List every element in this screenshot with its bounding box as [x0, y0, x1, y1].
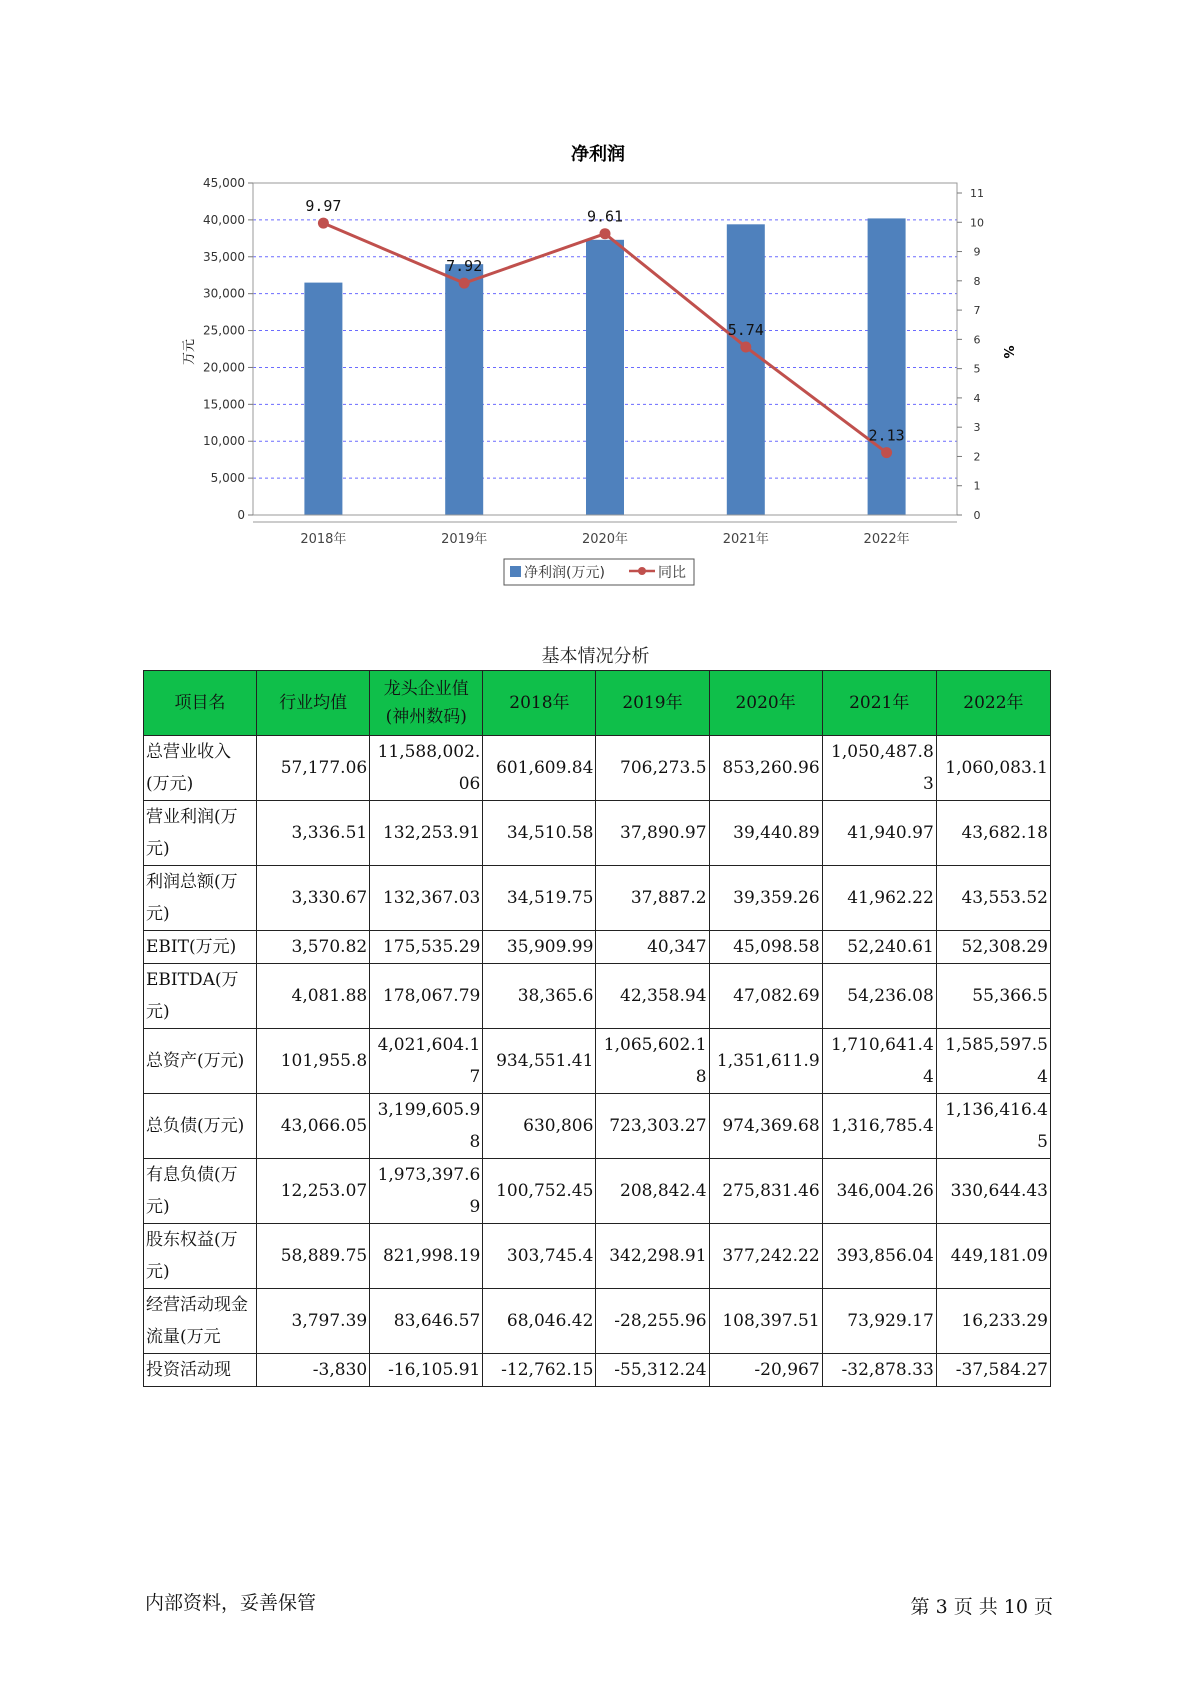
table-row	[144, 1094, 1051, 1159]
table-row	[144, 866, 1051, 931]
value-cell: 41,940.97	[822, 801, 936, 866]
value-cell: 100,752.45	[483, 1159, 596, 1224]
value-cell: 54,236.08	[822, 964, 936, 1029]
table-row	[144, 1029, 1051, 1094]
value-cell: 974,369.68	[709, 1094, 822, 1159]
y-left-tick-label: 30,000	[203, 286, 245, 301]
value-cell: 601,609.84	[483, 736, 596, 801]
table-row	[144, 1159, 1051, 1224]
yoy-point	[318, 218, 329, 229]
value-cell: -37,584.27	[936, 1354, 1050, 1387]
value-cell: 101,955.8	[257, 1029, 370, 1094]
value-cell: 47,082.69	[709, 964, 822, 1029]
value-cell: -3,830	[257, 1354, 370, 1387]
y-right-tick-label: 3	[973, 421, 981, 435]
table-row	[144, 1354, 1051, 1387]
value-cell: 393,856.04	[822, 1224, 936, 1289]
value-cell: 1,136,416.45	[936, 1094, 1050, 1159]
value-cell: 3,797.39	[257, 1289, 370, 1354]
value-cell: 41,962.22	[822, 866, 936, 931]
legend-line-label: 同比	[658, 565, 686, 581]
value-cell: 3,336.51	[257, 801, 370, 866]
value-cell: 43,682.18	[936, 801, 1050, 866]
value-cell: 108,397.51	[709, 1289, 822, 1354]
x-tick-label: 2019年	[441, 532, 488, 547]
value-cell: 1,585,597.54	[936, 1029, 1050, 1094]
yoy-data-label: 7.92	[446, 257, 483, 276]
basic-analysis-table	[143, 670, 1051, 1387]
value-cell: 1,050,487.83	[822, 736, 936, 801]
value-cell: 83,646.57	[370, 1289, 483, 1354]
y-right-tick-label: 11	[970, 187, 984, 200]
bar	[445, 264, 483, 515]
table-header-cell: 2020年	[709, 671, 822, 736]
value-cell: 52,308.29	[936, 931, 1050, 964]
value-cell: -12,762.15	[483, 1354, 596, 1387]
value-cell: 38,365.6	[483, 964, 596, 1029]
value-cell: 1,973,397.69	[370, 1159, 483, 1224]
table-header-cell: 2021年	[822, 671, 936, 736]
y-right-tick-label: 9	[973, 245, 981, 259]
x-tick-label: 2020年	[581, 532, 629, 547]
value-cell: 821,998.19	[370, 1224, 483, 1289]
row-label-cell: 总资产(万元)	[144, 1029, 257, 1094]
value-cell: 208,842.4	[596, 1159, 709, 1224]
table-header-cell: 龙头企业值(神州数码)	[370, 671, 483, 736]
value-cell: 68,046.42	[483, 1289, 596, 1354]
value-cell: 34,519.75	[483, 866, 596, 931]
value-cell: 303,745.4	[483, 1224, 596, 1289]
legend-bar-label: 净利润(万元)	[524, 565, 605, 581]
legend-bar-swatch	[510, 566, 521, 577]
value-cell: 35,909.99	[483, 931, 596, 964]
value-cell: 3,199,605.98	[370, 1094, 483, 1159]
row-label-cell: EBITDA(万元)	[144, 964, 257, 1029]
value-cell: 1,065,602.18	[596, 1029, 709, 1094]
value-cell: 132,367.03	[370, 866, 483, 931]
value-cell: 853,260.96	[709, 736, 822, 801]
table-header-cell: 行业均值	[257, 671, 370, 736]
value-cell: 346,004.26	[822, 1159, 936, 1224]
yoy-point	[459, 278, 470, 289]
value-cell: -55,312.24	[596, 1354, 709, 1387]
y-right-tick-label: 8	[973, 274, 981, 288]
yoy-point	[881, 447, 892, 458]
value-cell: 175,535.29	[370, 931, 483, 964]
value-cell: 37,887.2	[596, 866, 709, 931]
value-cell: 706,273.5	[596, 736, 709, 801]
value-cell: 377,242.22	[709, 1224, 822, 1289]
table-row	[144, 931, 1051, 964]
value-cell: 3,330.67	[257, 866, 370, 931]
y-right-tick-label: 5	[973, 362, 981, 376]
chart-title: 净利润	[571, 144, 625, 165]
yoy-data-label: 9.61	[586, 207, 624, 226]
table-header-cell: 2019年	[596, 671, 709, 736]
value-cell: 55,366.5	[936, 964, 1050, 1029]
net-profit-chart	[0, 0, 1191, 600]
table-header-cell: 2018年	[483, 671, 596, 736]
y-right-tick-label: 4	[973, 391, 981, 405]
value-cell: 723,303.27	[596, 1094, 709, 1159]
table-row	[144, 801, 1051, 866]
value-cell: 42,358.94	[596, 964, 709, 1029]
table-header-cell: 2022年	[936, 671, 1050, 736]
value-cell: 1,710,641.44	[822, 1029, 936, 1094]
y-right-tick-label: 10	[970, 216, 984, 230]
y-left-tick-label: 0	[237, 508, 245, 522]
table-row	[144, 964, 1051, 1029]
y-right-tick-label: 7	[973, 304, 981, 318]
value-cell: 58,889.75	[257, 1224, 370, 1289]
bar	[868, 218, 906, 515]
yoy-point	[600, 228, 611, 239]
table-row	[144, 736, 1051, 801]
row-label-cell: 股东权益(万元)	[144, 1224, 257, 1289]
yoy-point	[740, 341, 751, 352]
row-label-cell: 投资活动现	[144, 1354, 257, 1387]
value-cell: 275,831.46	[709, 1159, 822, 1224]
chart-legend	[504, 559, 694, 585]
yoy-data-label: 9.97	[305, 197, 342, 216]
row-label-cell: 利润总额(万元)	[144, 866, 257, 931]
value-cell: 52,240.61	[822, 931, 936, 964]
value-cell: 1,316,785.4	[822, 1094, 936, 1159]
bar-series	[304, 218, 905, 515]
value-cell: 73,929.17	[822, 1289, 936, 1354]
row-label-cell: 总营业收入(万元)	[144, 736, 257, 801]
row-label-cell: 营业利润(万元)	[144, 801, 257, 866]
value-cell: 449,181.09	[936, 1224, 1050, 1289]
value-cell: -16,105.91	[370, 1354, 483, 1387]
value-cell: -32,878.33	[822, 1354, 936, 1387]
y-left-tick-label: 40,000	[203, 212, 245, 227]
value-cell: -20,967	[709, 1354, 822, 1387]
yoy-data-label: 2.13	[868, 426, 905, 445]
y-right-tick-label: 0	[973, 509, 981, 522]
value-cell: 16,233.29	[936, 1289, 1050, 1354]
row-label-cell: 经营活动现金流量(万元	[144, 1289, 257, 1354]
y-left-tick-label: 5,000	[210, 471, 245, 486]
value-cell: 43,553.52	[936, 866, 1050, 931]
value-cell: 4,021,604.17	[370, 1029, 483, 1094]
value-cell: 342,298.91	[596, 1224, 709, 1289]
bar	[727, 224, 765, 515]
y-left-tick-label: 15,000	[203, 397, 245, 412]
value-cell: 39,440.89	[709, 801, 822, 866]
y-right-tick-label: 2	[973, 450, 981, 464]
y-axis-right-label: %	[1000, 345, 1015, 359]
value-cell: 1,351,611.9	[709, 1029, 822, 1094]
value-cell: 40,347	[596, 931, 709, 964]
y-left-tick-label: 10,000	[203, 434, 245, 449]
row-label-cell: EBIT(万元)	[144, 931, 257, 964]
value-cell: 43,066.05	[257, 1094, 370, 1159]
bar	[304, 283, 342, 515]
value-cell: 330,644.43	[936, 1159, 1050, 1224]
value-cell: 3,570.82	[257, 931, 370, 964]
value-cell: 1,060,083.1	[936, 736, 1050, 801]
value-cell: 132,253.91	[370, 801, 483, 866]
value-cell: 630,806	[483, 1094, 596, 1159]
x-tick-label: 2021年	[722, 532, 769, 547]
value-cell: 45,098.58	[709, 931, 822, 964]
x-tick-label: 2022年	[863, 532, 910, 547]
value-cell: 37,890.97	[596, 801, 709, 866]
value-cell: 39,359.26	[709, 866, 822, 931]
legend-line-marker	[638, 567, 646, 575]
value-cell: 57,177.06	[257, 736, 370, 801]
value-cell: 34,510.58	[483, 801, 596, 866]
table-title: 基本情况分析	[541, 646, 650, 667]
value-cell: 12,253.07	[257, 1159, 370, 1224]
footer-confidential-note: 内部资料，妥善保管	[145, 1592, 317, 1614]
value-cell: 178,067.79	[370, 964, 483, 1029]
table-row	[144, 1289, 1051, 1354]
table-header-row	[144, 671, 1051, 736]
value-cell: 934,551.41	[483, 1029, 596, 1094]
value-cell: 11,588,002.06	[370, 736, 483, 801]
y-right-tick-label: 6	[973, 333, 981, 347]
row-label-cell: 有息负债(万元)	[144, 1159, 257, 1224]
y-left-tick-label: 25,000	[203, 323, 245, 338]
y-right-tick-label: 1	[973, 479, 981, 493]
y-left-tick-label: 20,000	[203, 360, 245, 375]
value-cell: 4,081.88	[257, 964, 370, 1029]
footer-page-number: 第 3 页 共 10 页	[910, 1596, 1053, 1618]
y-left-tick-label: 45,000	[203, 176, 245, 190]
y-axis-left-label: 万元	[182, 338, 197, 366]
row-label-cell: 总负债(万元)	[144, 1094, 257, 1159]
value-cell: -28,255.96	[596, 1289, 709, 1354]
x-tick-label: 2018年	[300, 532, 347, 547]
bar	[586, 240, 624, 515]
yoy-data-label: 5.74	[727, 320, 764, 339]
table-header-cell: 项目名	[144, 671, 257, 736]
table-row	[144, 1224, 1051, 1289]
y-left-tick-label: 35,000	[203, 249, 245, 264]
